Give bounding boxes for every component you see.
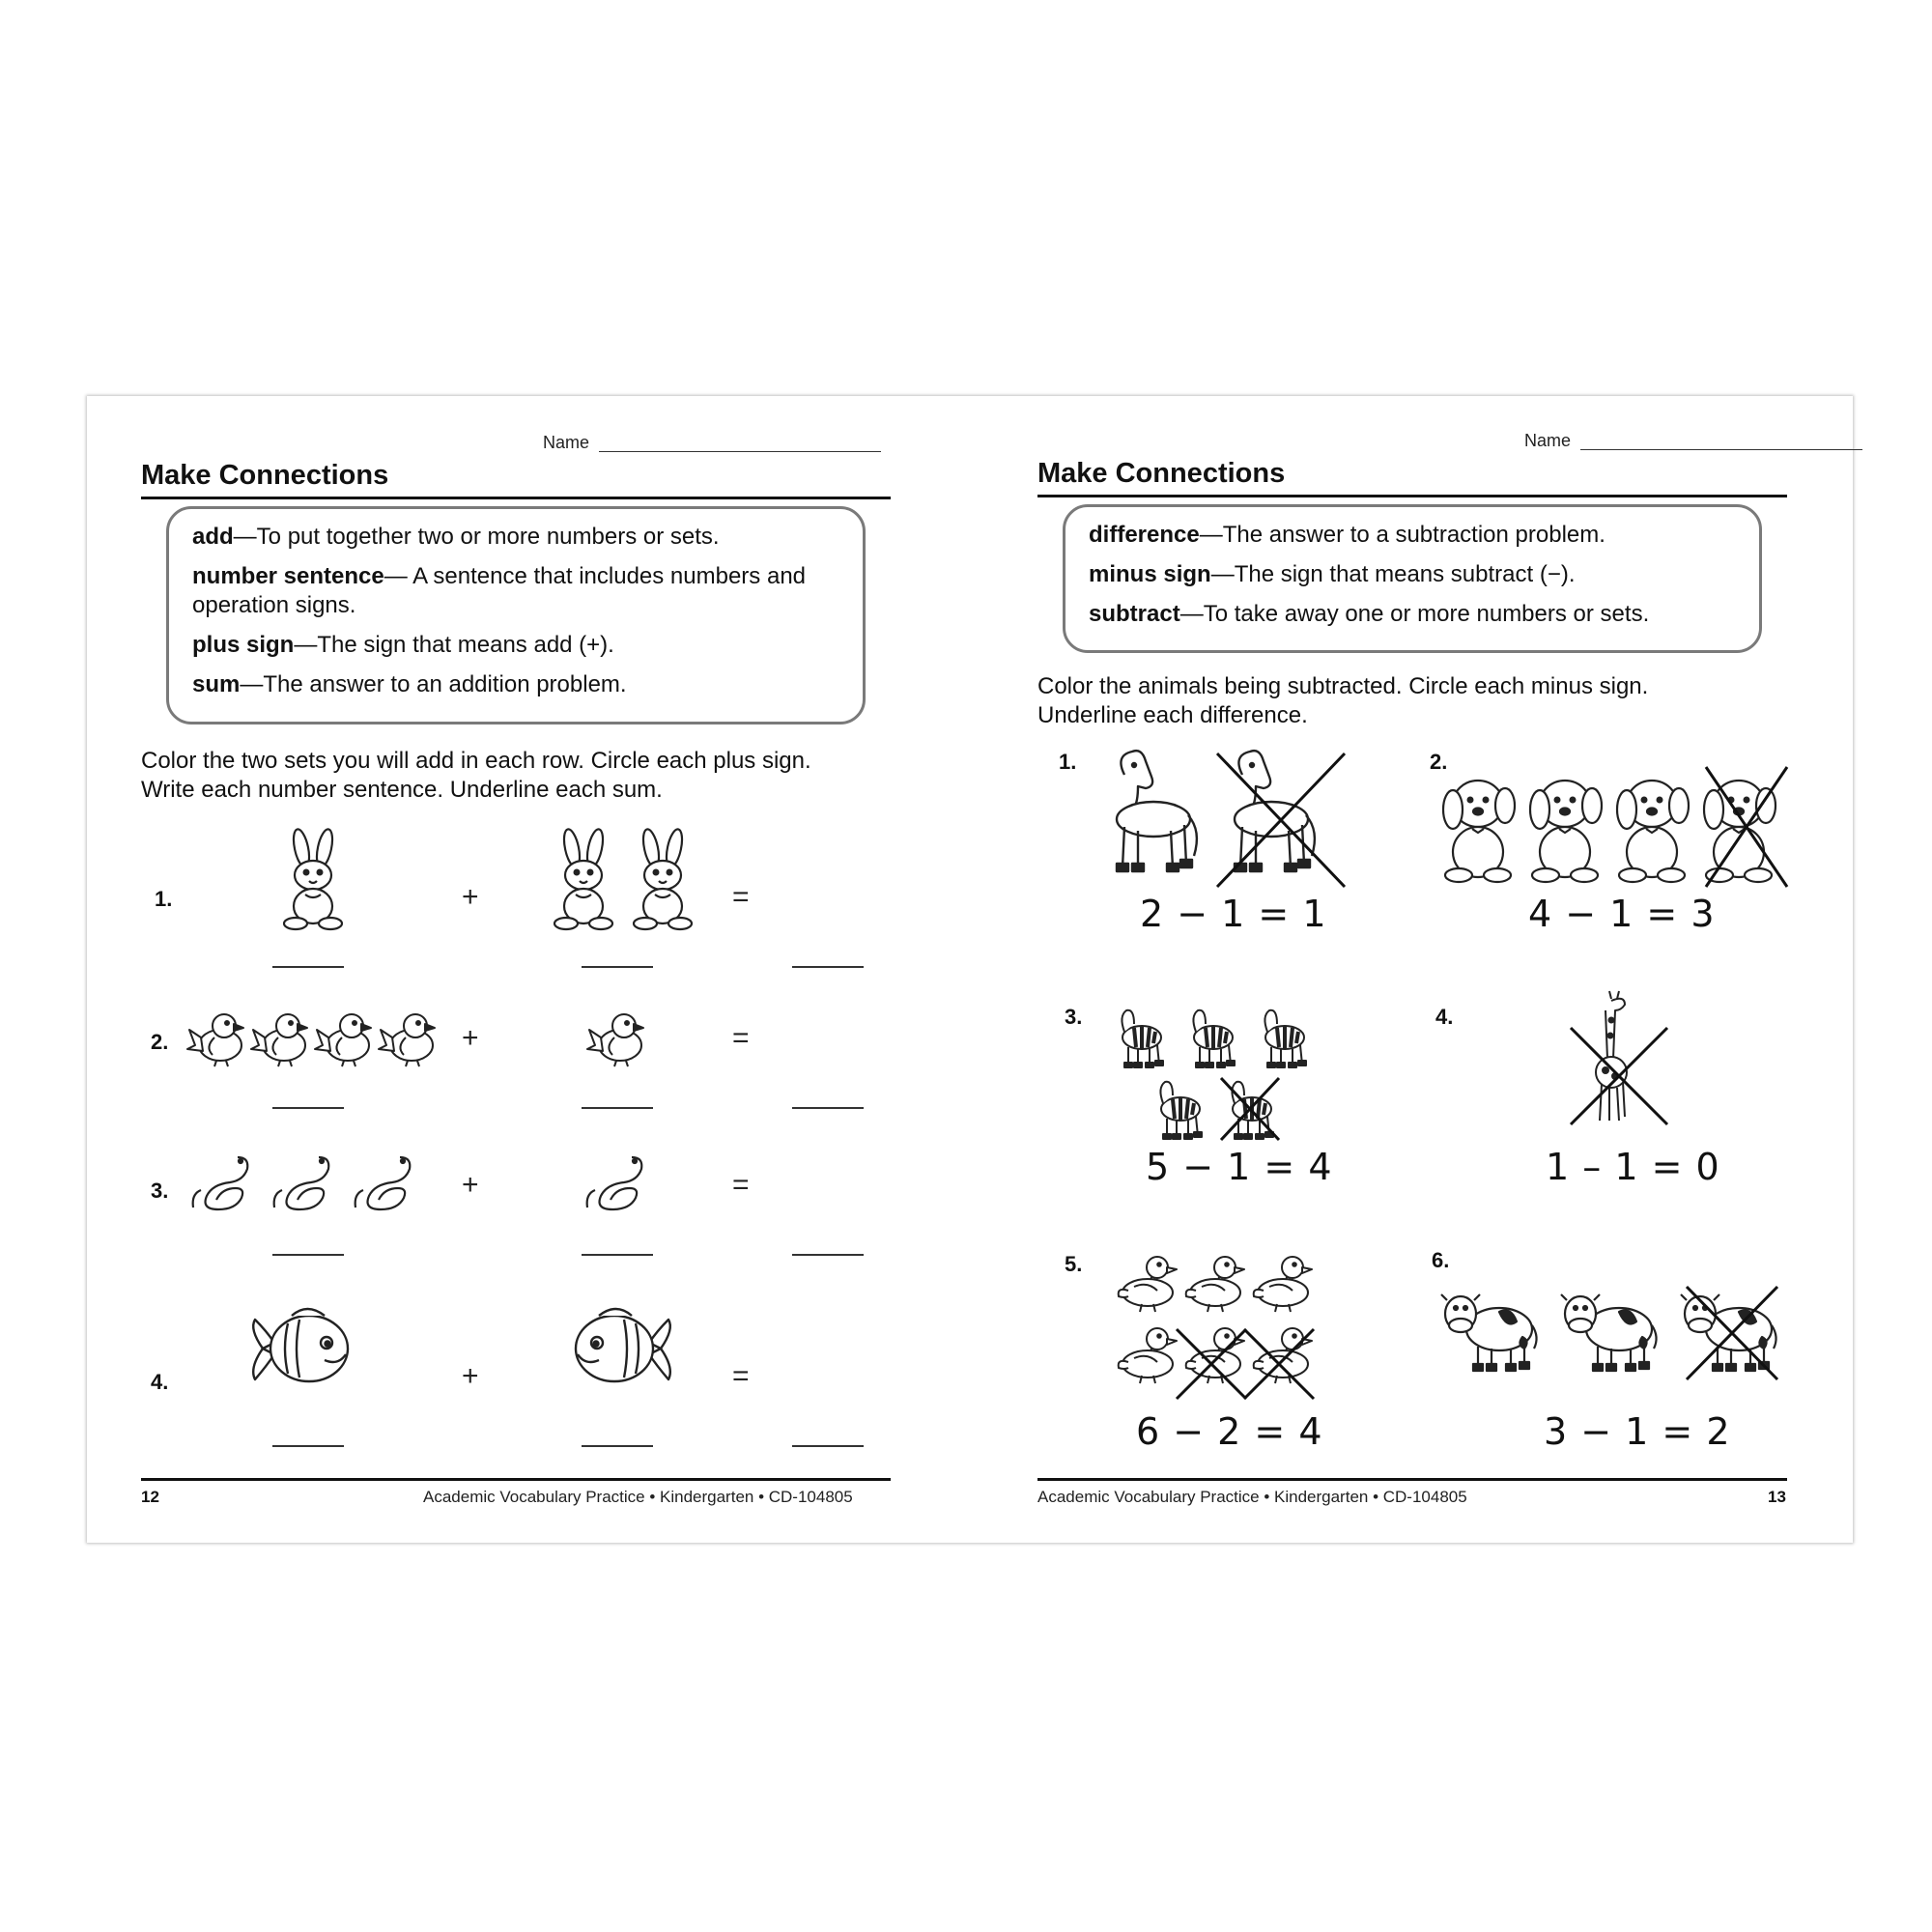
left-page bbox=[87, 396, 970, 1543]
rabbit-icon[interactable] bbox=[270, 827, 357, 933]
problem-number: 4. bbox=[151, 1370, 169, 1394]
page-number: 12 bbox=[141, 1488, 159, 1506]
equals-sign: = bbox=[732, 1360, 750, 1392]
equation: 6 − 2 = 4 bbox=[1136, 1410, 1323, 1453]
zebra-icon[interactable] bbox=[1113, 1003, 1169, 1070]
equals-sign: = bbox=[732, 1022, 750, 1054]
duck-icon[interactable] bbox=[1182, 1252, 1248, 1314]
answer-blank[interactable] bbox=[272, 1107, 344, 1109]
instructions-line-1: Color the animals being subtracted. Circle each minus sign. bbox=[1037, 673, 1649, 699]
zebra-icon[interactable] bbox=[1151, 1074, 1208, 1142]
answer-blank[interactable] bbox=[582, 966, 653, 968]
vocab-entry-minus-sign: minus sign—The sign that means subtract (−). bbox=[1089, 561, 1576, 587]
title-rule bbox=[141, 497, 891, 499]
duck-icon[interactable] bbox=[1115, 1252, 1180, 1314]
problem-number: 4. bbox=[1435, 1005, 1454, 1029]
bird-icon[interactable] bbox=[587, 1009, 649, 1068]
equation: 2 − 1 = 1 bbox=[1140, 893, 1327, 935]
equals-sign: = bbox=[732, 881, 750, 913]
name-label: Name bbox=[1524, 431, 1572, 450]
cow-icon[interactable] bbox=[1439, 1279, 1540, 1379]
footer-text: Academic Vocabulary Practice • Kindergarten • CD-104805 bbox=[423, 1488, 853, 1506]
problem-number: 2. bbox=[151, 1030, 169, 1054]
page-number: 13 bbox=[1768, 1488, 1786, 1506]
rabbit-icon[interactable] bbox=[541, 827, 628, 933]
bird-icon[interactable] bbox=[187, 1009, 249, 1068]
name-field[interactable] bbox=[599, 451, 881, 452]
instructions-line-2: Write each number sentence. Underline each sum. bbox=[141, 777, 663, 803]
answer-blank[interactable] bbox=[792, 1107, 864, 1109]
vocab-entry-difference: difference—The answer to a subtraction problem. bbox=[1089, 522, 1605, 548]
dog-icon[interactable] bbox=[1611, 771, 1694, 887]
answer-blank[interactable] bbox=[582, 1254, 653, 1256]
answer-blank[interactable] bbox=[272, 966, 344, 968]
cow-icon[interactable] bbox=[1559, 1279, 1660, 1379]
duck-icon[interactable] bbox=[1115, 1323, 1180, 1385]
answer-blank[interactable] bbox=[272, 1254, 344, 1256]
problem-number: 1. bbox=[155, 887, 173, 911]
horse-icon[interactable] bbox=[1095, 748, 1202, 878]
footer-rule bbox=[1037, 1478, 1787, 1481]
instructions bbox=[1037, 672, 1648, 730]
answer-blank[interactable] bbox=[582, 1445, 653, 1447]
right-page bbox=[970, 396, 1853, 1543]
zebra-icon[interactable] bbox=[1256, 1003, 1312, 1070]
rabbit-icon[interactable] bbox=[620, 827, 707, 933]
answer-blank[interactable] bbox=[792, 966, 864, 968]
zebra-icon[interactable] bbox=[1184, 1003, 1240, 1070]
snake-icon[interactable] bbox=[269, 1150, 336, 1217]
cross-out-mark bbox=[1244, 1329, 1314, 1399]
page-title: Make Connections bbox=[1037, 458, 1286, 489]
title-rule bbox=[1037, 495, 1787, 497]
equation: 4 − 1 = 3 bbox=[1528, 893, 1716, 935]
cross-out-mark bbox=[1177, 1329, 1246, 1399]
page-title: Make Connections bbox=[141, 460, 389, 491]
problem-number: 3. bbox=[151, 1179, 169, 1203]
snake-icon[interactable] bbox=[187, 1150, 255, 1217]
fish-icon[interactable] bbox=[558, 1300, 674, 1397]
problem-number: 1. bbox=[1059, 750, 1077, 774]
bird-icon[interactable] bbox=[379, 1009, 440, 1068]
snake-icon[interactable] bbox=[582, 1150, 649, 1217]
vocab-entry-number-sentence: number sentence— A sentence that includes numbers and operation signs. bbox=[192, 563, 807, 618]
cross-out-mark bbox=[1217, 753, 1345, 887]
cross-out-mark bbox=[1706, 767, 1787, 887]
cross-out-mark bbox=[1687, 1287, 1777, 1379]
bird-icon[interactable] bbox=[315, 1009, 377, 1068]
equals-sign: = bbox=[732, 1169, 750, 1201]
equation: 5 − 1 = 4 bbox=[1146, 1146, 1333, 1188]
vocab-entry-add: add—To put together two or more numbers or sets. bbox=[192, 524, 720, 550]
plus-sign[interactable]: + bbox=[462, 1022, 479, 1054]
snake-icon[interactable] bbox=[350, 1150, 417, 1217]
plus-sign[interactable]: + bbox=[462, 1169, 479, 1201]
name-field[interactable] bbox=[1580, 449, 1862, 450]
instructions-line-2: Underline each difference. bbox=[1037, 702, 1308, 728]
dog-icon[interactable] bbox=[1437, 771, 1520, 887]
cross-out-mark bbox=[1221, 1078, 1279, 1140]
vocab-box bbox=[1063, 504, 1762, 653]
footer-rule bbox=[141, 1478, 891, 1481]
answer-blank[interactable] bbox=[272, 1445, 344, 1447]
vocab-entry-plus-sign: plus sign—The sign that means add (+). bbox=[192, 632, 614, 658]
answer-blank[interactable] bbox=[582, 1107, 653, 1109]
bird-icon[interactable] bbox=[251, 1009, 313, 1068]
vocab-entry-subtract: subtract—To take away one or more numbers or sets. bbox=[1089, 601, 1650, 627]
dog-icon[interactable] bbox=[1524, 771, 1607, 887]
plus-sign[interactable]: + bbox=[462, 881, 479, 913]
answer-blank[interactable] bbox=[792, 1445, 864, 1447]
plus-sign[interactable]: + bbox=[462, 1360, 479, 1392]
problem-number: 6. bbox=[1432, 1248, 1450, 1272]
problem-number: 3. bbox=[1065, 1005, 1083, 1029]
problem-number: 2. bbox=[1430, 750, 1448, 774]
vocab-entry-sum: sum—The answer to an addition problem. bbox=[192, 671, 627, 697]
cross-out-mark bbox=[1571, 1028, 1667, 1124]
vocab-box bbox=[166, 506, 866, 724]
fish-icon[interactable] bbox=[249, 1300, 365, 1397]
instructions-line-1: Color the two sets you will add in each row. Circle each plus sign. bbox=[141, 748, 811, 774]
book-spread bbox=[87, 396, 1853, 1543]
duck-icon[interactable] bbox=[1250, 1252, 1316, 1314]
footer-text: Academic Vocabulary Practice • Kindergarten • CD-104805 bbox=[1037, 1488, 1467, 1506]
answer-blank[interactable] bbox=[792, 1254, 864, 1256]
name-label: Name bbox=[543, 433, 590, 452]
problem-number: 5. bbox=[1065, 1252, 1083, 1276]
equation: 1 – 1 = 0 bbox=[1546, 1146, 1720, 1188]
equation: 3 − 1 = 2 bbox=[1544, 1410, 1731, 1453]
instructions bbox=[141, 747, 811, 805]
